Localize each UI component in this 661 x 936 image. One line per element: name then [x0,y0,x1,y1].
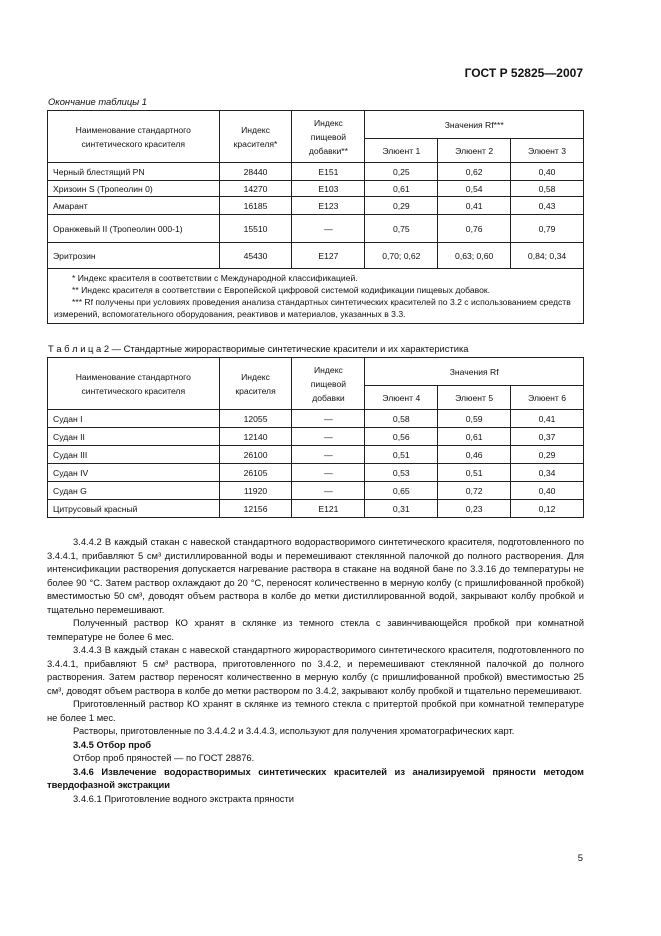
cell-value: 0,62 [438,163,511,181]
col-header-eluent: Элюент 3 [511,139,584,163]
paragraph: 3.4.4.2 В каждый стакан с навеской стандартного водорастворимого синтетического красителя, подготовленного по 3.4.4.1, прибавляют 5 см³ дистиллированной воды и перемешивают стеклянной палочкой до полного растворения. Для интенсификации растворения допускается нагревание раствора в стакане на водяной бане по 3.3.16 до температуры не более 90 °С. Затем раствор охлаждают до 20 °С, переносят количественно в мерную колбу (с пришлифованной пробкой) вместимостью 50 см³, доводят объем раствора в колбе до метки дистиллированной водой, закрывают колбу пробкой и тщательно перемешивают. [47,536,584,615]
cell-value: 0,75 [365,215,438,243]
note: ** Индекс красителя в соответствии с Европейской цифровой системой кодификации пищевых добавок. [72,285,491,295]
cell-dye-index: 15510 [219,215,292,243]
cell-value: 0,41 [438,197,511,215]
table2 [47,357,584,518]
cell-value: 0,56 [365,428,438,446]
paragraph: Приготовленный раствор КО хранят в склянке из темного стекла с притертой пробкой при комнатной температуре не более 1 мес. [47,698,584,723]
cell-value: 0,25 [365,163,438,181]
cell-food-index: Е121 [292,500,365,518]
cell-food-index: Е103 [292,181,365,197]
table-notes [48,269,584,324]
cell-value: 0,12 [511,500,584,518]
paragraph: Полученный раствор КО хранят в склянке из темного стекла с завинчивающейся пробкой при комнатной температуре не более 6 мес. [47,617,584,642]
cell-value: 0,84; 0,34 [511,243,584,269]
col-header-eluent: Элюент 5 [438,386,511,410]
cell-food-index: Е127 [292,243,365,269]
cell-value: 0,63; 0,60 [438,243,511,269]
cell-value: 0,65 [365,482,438,500]
cell-value: 0,46 [438,446,511,464]
cell-value: 0,34 [511,464,584,482]
cell-food-index: — [292,482,365,500]
page-number: 5 [577,852,583,863]
table-row [48,243,584,269]
cell-dye-index: 45430 [219,243,292,269]
cell-food-index: Е151 [292,163,365,181]
cell-dye-name: Амарант [48,197,220,215]
table-row [48,215,584,243]
cell-dye-name: Хризоин S (Тропеолин 0) [48,181,220,197]
cell-food-index: — [292,428,365,446]
table2-caption: Т а б л и ц а 2 — Стандартные жирорастворимые синтетические красители и их характеристика [48,343,469,354]
body-text [47,535,584,805]
col-header-eluent: Элюент 1 [365,139,438,163]
cell-food-index: — [292,446,365,464]
col-header-index: Индекс красителя* [219,111,292,163]
col-header-eluent: Элюент 4 [365,386,438,410]
cell-dye-name: Судан IV [48,464,220,482]
col-header-eluent: Элюент 2 [438,139,511,163]
cell-value: 0,54 [438,181,511,197]
col-header-food-index: Индекс пищевой добавки** [292,111,365,163]
section-heading: 3.4.5 Отбор проб [73,738,152,750]
cell-dye-name: Судан G [48,482,220,500]
cell-value: 0,72 [438,482,511,500]
col-header-values: Значения Rf [365,358,584,386]
table-row [48,464,584,482]
cell-value: 0,79 [511,215,584,243]
cell-value: 0,61 [438,428,511,446]
cell-food-index: — [292,215,365,243]
cell-value: 0,51 [365,446,438,464]
cell-dye-index: 14270 [219,181,292,197]
cell-dye-index: 12140 [219,428,292,446]
table-row [48,482,584,500]
paragraph: 3.4.4.3 В каждый стакан с навеской стандартного жирорастворимого синтетического красителя, подготовленного по 3.4.4.1, прибавляют 5 см³ раствора, приготовленного по 3.4.2, и перемешивают стеклянной палочкой до полного растворения. Затем раствор переносят количественно в мерную колбу (с пришлифованной пробкой) вместимостью 25 см³, доводят объем раствора в колбе до метки раствором по 3.4.2, закрывают колбу пробкой и тщательно перемешивают. [47,644,584,696]
cell-value: 0,29 [365,197,438,215]
col-header-eluent: Элюент 6 [511,386,584,410]
cell-food-index: — [292,410,365,428]
cell-dye-index: 28440 [219,163,292,181]
table-row [48,163,584,181]
table-row [48,197,584,215]
cell-value: 0,59 [438,410,511,428]
table-row [48,446,584,464]
cell-value: 0,43 [511,197,584,215]
cell-dye-index: 12055 [219,410,292,428]
cell-dye-name: Судан I [48,410,220,428]
cell-food-index: — [292,464,365,482]
cell-dye-name: Судан II [48,428,220,446]
cell-value: 0,53 [365,464,438,482]
cell-value: 0,61 [365,181,438,197]
cell-value: 0,58 [511,181,584,197]
note: *** Rf получены при условиях проведения анализа стандартных синтетических красителей по 3.2 с использованием средств измерений, вспомогательного оборудования, реактивов и материалов, указанных в 3.3. [54,297,571,319]
cell-dye-index: 16185 [219,197,292,215]
cell-dye-index: 12156 [219,500,292,518]
cell-value: 0,31 [365,500,438,518]
cell-dye-name: Судан III [48,446,220,464]
cell-dye-index: 26100 [219,446,292,464]
cell-dye-name: Черный блестящий PN [48,163,220,181]
col-header-index: Индекс красителя [219,358,292,410]
cell-value: 0,37 [511,428,584,446]
cell-value: 0,76 [438,215,511,243]
table-row [48,181,584,197]
table1 [47,110,584,324]
cell-value: 0,70; 0,62 [365,243,438,269]
col-header-food-index: Индекс пищевой добавки [292,358,365,410]
col-header-name: Наименование стандартного синтетического красителя [48,111,220,163]
cell-value: 0,29 [511,446,584,464]
cell-dye-name: Цитрусовый красный [48,500,220,518]
cell-value: 0,23 [438,500,511,518]
document-id: ГОСТ Р 52825—2007 [464,66,583,80]
cell-dye-index: 11920 [219,482,292,500]
note: * Индекс красителя в соответствии с Международной классификацией. [72,273,358,283]
paragraph: 3.4.6.1 Приготовление водного экстракта пряности [73,792,295,804]
cell-dye-index: 26105 [219,464,292,482]
col-header-name: Наименование стандартного синтетического красителя [48,358,220,410]
section-heading: 3.4.6 Извлечение водорастворимых синтетических красителей из анализируемой пряности методом твердофазной экстракции [47,765,584,790]
cell-dye-name: Оранжевый II (Тропеолин 000-1) [48,215,220,243]
cell-food-index: Е123 [292,197,365,215]
cell-dye-name: Эритрозин [48,243,220,269]
table-row [48,500,584,518]
table1-caption: Окончание таблицы 1 [48,96,147,107]
paragraph: Растворы, приготовленные по 3.4.4.2 и 3.4.4.3, используют для получения хроматографических карт. [73,725,515,736]
col-header-values: Значения Rf*** [365,111,584,139]
table-row [48,410,584,428]
cell-value: 0,41 [511,410,584,428]
cell-value: 0,58 [365,410,438,428]
paragraph: Отбор проб пряностей — по ГОСТ 28876. [73,752,255,763]
cell-value: 0,40 [511,163,584,181]
cell-value: 0,40 [511,482,584,500]
table-row [48,428,584,446]
cell-value: 0,51 [438,464,511,482]
